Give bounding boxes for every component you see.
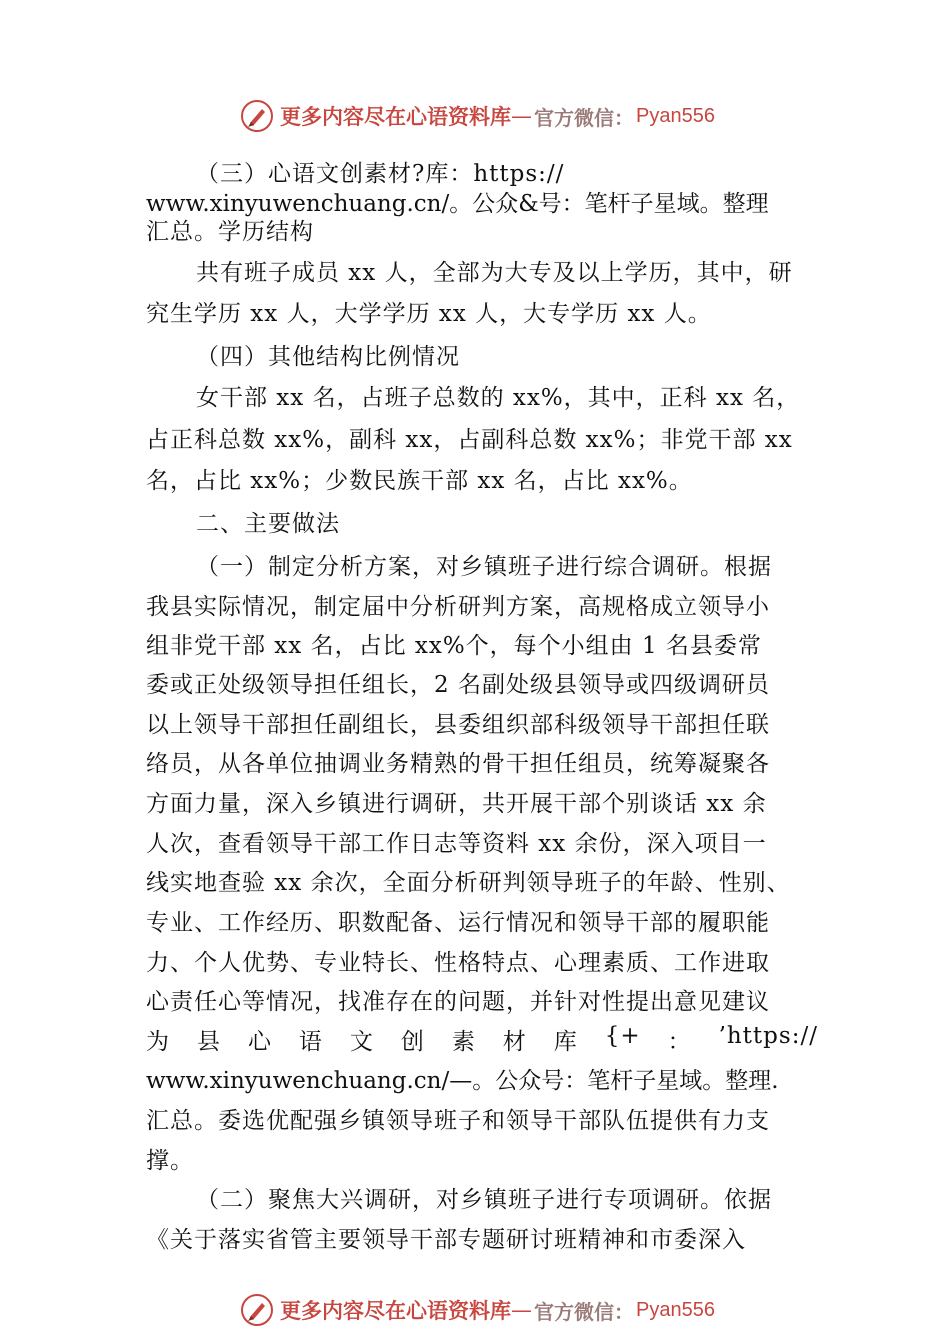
- text-line: 汇总。委选优配强乡镇领导班子和领导干部队伍提供有力支: [146, 1108, 770, 1134]
- banner-title: 更多内容尽在心语资料库: [280, 1299, 511, 1323]
- text-line: （一）制定分析方案，对乡镇班子进行综合调研。根据: [196, 554, 772, 580]
- text-line-spread: [146, 1023, 818, 1056]
- text-line: 《关于落实省管主要领导干部专题研讨班精神和市委深入: [146, 1227, 746, 1253]
- text-line: 占正科总数 xx%，副科 xx，占副科总数 xx%；非党干部 xx: [146, 427, 793, 453]
- spread-char: 材: [502, 1029, 527, 1055]
- spread-char: {+: [604, 1023, 641, 1049]
- spread-char: 语: [298, 1029, 323, 1055]
- text-line: 以上领导干部担任副组长，县委组织部科级领导干部担任联: [146, 712, 770, 738]
- spread-char: ’https://: [718, 1023, 818, 1049]
- text-line: www.xinyuwenchuang.cn/—。公众号：笔杆子星域。整理.: [146, 1068, 779, 1094]
- pen-logo-icon: [240, 1293, 274, 1327]
- text-line: 女干部 xx 名，占班子总数的 xx%，其中，正科 xx 名，: [196, 385, 801, 411]
- text-line: www.xinyuwenchuang.cn/。公众&号：笔杆子星域。整理: [146, 191, 769, 217]
- text-line: 名，占比 xx%；少数民族干部 xx 名，占比 xx%。: [146, 468, 693, 494]
- text-line: 共有班子成员 xx 人，全部为大专及以上学历，其中，研: [196, 260, 793, 286]
- banner-wechat-handle: Pyan556: [636, 1298, 715, 1321]
- text-line: 究生学历 xx 人，大学学历 xx 人，大专学历 xx 人。: [146, 301, 712, 327]
- text-line: 委或正处级领导担任组长，2 名副处级县领导或四级调研员: [146, 672, 770, 698]
- text-line: 撑。: [146, 1148, 194, 1174]
- text-line: 汇总。学历结构: [146, 219, 314, 245]
- banner-wechat-handle: Pyan556: [636, 104, 715, 127]
- text-line: 我县实际情况，制定届中分析研判方案，高规格成立领导小: [146, 594, 770, 620]
- text-line: （三）心语文创素材?库：https://: [196, 161, 565, 187]
- text-line: （二）聚焦大兴调研，对乡镇班子进行专项调研。依据: [196, 1187, 772, 1213]
- text-line: 方面力量，深入乡镇进行调研，共开展干部个别谈话 xx 余: [146, 791, 767, 817]
- spread-char: 素: [451, 1029, 476, 1055]
- text-line: 专业、工作经历、职数配备、运行情况和领导干部的履职能: [146, 910, 770, 936]
- banner-wechat-label: 官方微信：: [534, 1299, 634, 1324]
- spread-char: 库: [553, 1029, 578, 1055]
- text-line: 组非党干部 xx 名，占比 xx%个，每个小组由 1 名县委常: [146, 633, 762, 659]
- spread-char: 文: [349, 1029, 374, 1055]
- spread-char: 为: [146, 1029, 170, 1055]
- text-line: 线实地查验 xx 余次，全面分析研判领导班子的年龄、性别、: [146, 870, 791, 896]
- section-heading: 二、主要做法: [196, 511, 340, 537]
- text-line: 心责任心等情况，找准存在的问题，并针对性提出意见建议: [146, 989, 770, 1015]
- banner-dash: —: [511, 1298, 532, 1322]
- text-line: 络员，从各单位抽调业务精熟的骨干担任组员，统筹凝聚各: [146, 751, 770, 777]
- pen-logo-icon: [240, 99, 274, 133]
- text-line: 人次，查看领导干部工作日志等资料 xx 余份，深入项目一: [146, 831, 767, 857]
- footer-banner: [240, 1290, 715, 1330]
- banner-title: 更多内容尽在心语资料库: [280, 105, 511, 129]
- spread-char: 创: [400, 1029, 425, 1055]
- banner-wechat-label: 官方微信：: [534, 105, 634, 130]
- header-banner: [240, 96, 715, 136]
- text-line: 力、个人优势、专业特长、性格特点、心理素质、工作进取: [146, 950, 770, 976]
- spread-char: 心: [247, 1029, 272, 1055]
- banner-dash: —: [511, 104, 532, 128]
- spread-char: ：: [667, 1029, 692, 1055]
- section-heading: （四）其他结构比例情况: [196, 344, 460, 370]
- spread-char: 县: [196, 1029, 221, 1055]
